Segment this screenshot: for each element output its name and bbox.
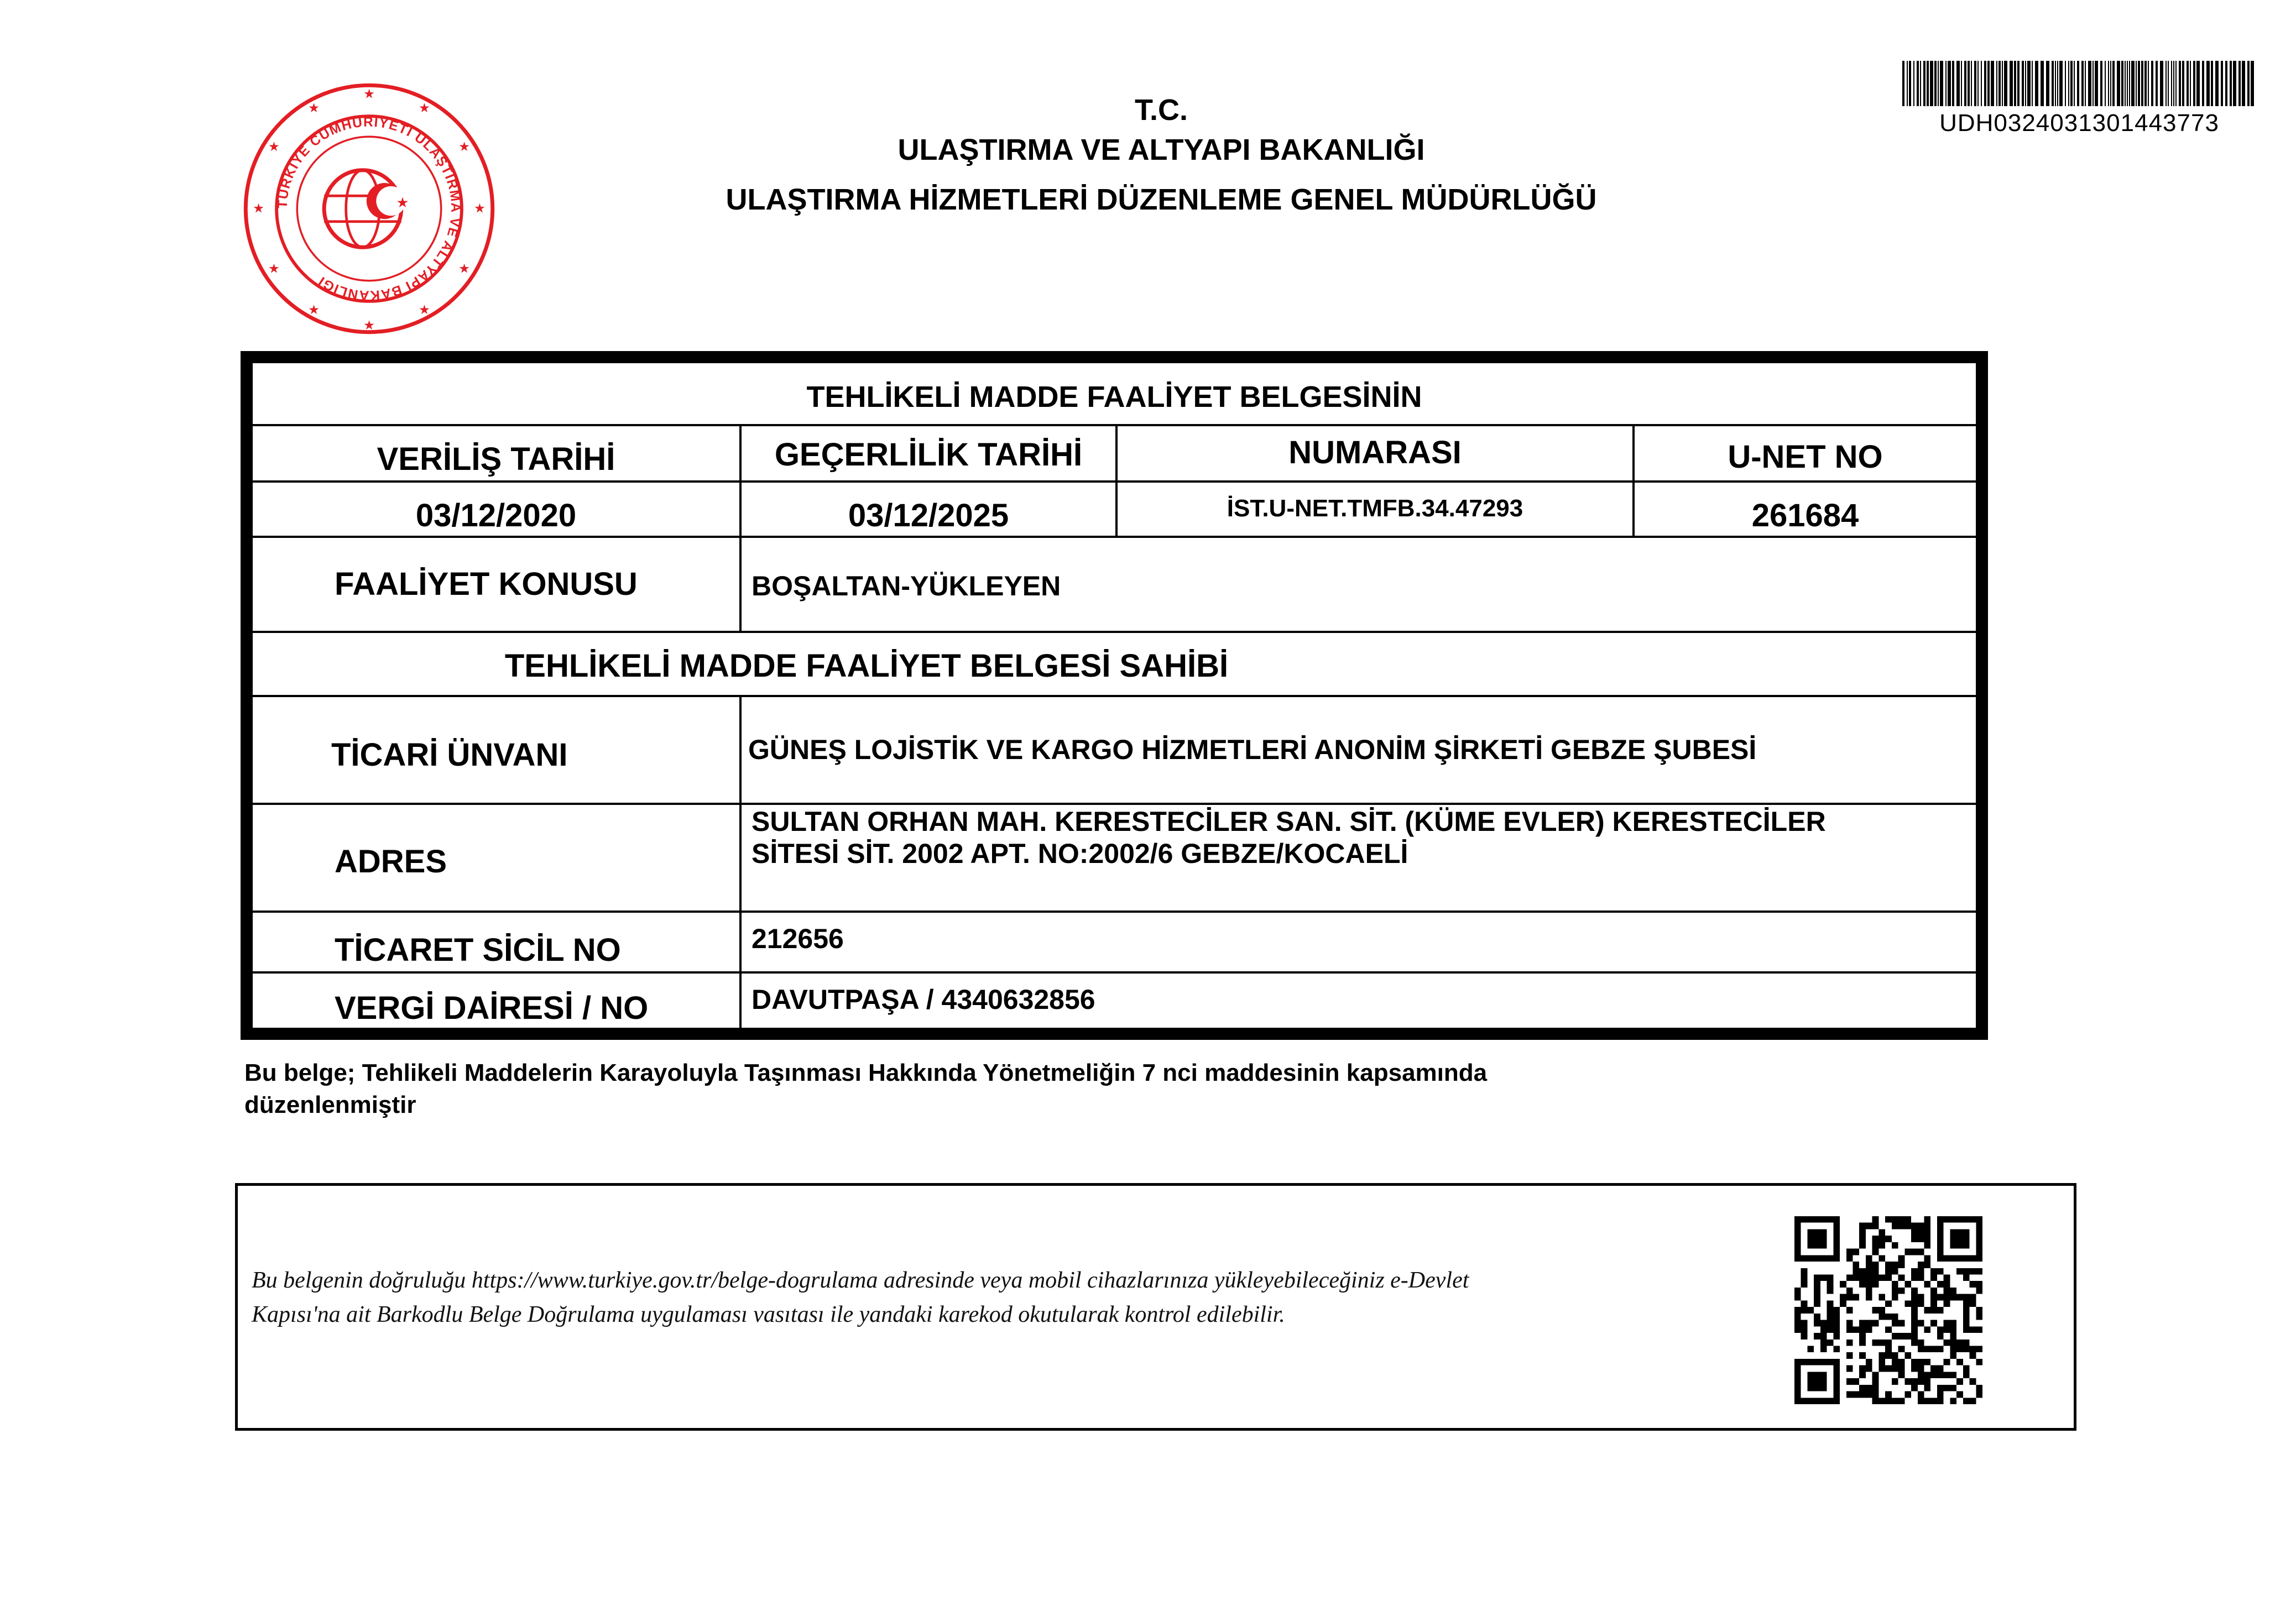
barcode (1902, 61, 2256, 106)
tax-office-value: DAVUTPAŞA / 4340632856 (752, 984, 1095, 1015)
address-line-2: SİTESİ SİT. 2002 APT. NO:2002/6 GEBZE/KOCAELİ (752, 838, 1408, 869)
trade-name-value: GÜNEŞ LOJİSTİK VE KARGO HİZMETLERİ ANONİM ŞİRKETİ GEBZE ŞUBESİ (748, 734, 1757, 765)
header-tc: T.C. (1134, 93, 1188, 127)
svg-text:★: ★ (308, 101, 320, 116)
address-line-1: SULTAN ORHAN MAH. KERESTECİLER SAN. SİT. (KÜME EVLER) KERESTECİLER (752, 806, 1826, 837)
svg-text:★: ★ (396, 195, 409, 211)
barcode-number: UDH0324031301443773 (1939, 109, 2219, 137)
legal-footnote-line-1: Bu belge; Tehlikeli Maddelerin Karayoluyla Taşınması Hakkında Yönetmeliğin 7 nci maddesinin kapsamında (244, 1059, 1488, 1086)
legal-footnote (244, 1057, 2014, 1121)
svg-text:★: ★ (308, 302, 320, 317)
col-issue-date: VERİLİŞ TARİHİ (377, 441, 615, 477)
svg-text:★: ★ (268, 139, 280, 154)
col-unet-no: U-NET NO (1728, 439, 1883, 475)
verification-line-1: Bu belgenin doğruluğu https://www.turkiye.gov.tr/belge-dogrulama adresinde veya mobil cihazlarınıza yükleyebileceğiniz e-Devlet (252, 1268, 1469, 1293)
globe-crescent-icon (324, 170, 409, 248)
svg-text:★: ★ (458, 139, 470, 154)
svg-text:★: ★ (253, 201, 264, 216)
certificate-table (241, 351, 1988, 1040)
verification-line-2: Kapısı'na ait Barkodlu Belge Doğrulama uygulaması vasıtası ile yandaki karekod okutularak kontrol edilebilir. (252, 1302, 1285, 1327)
svg-text:★: ★ (474, 201, 486, 216)
svg-text:★: ★ (419, 302, 430, 317)
certificate-number-value: İST.U-NET.TMFB.34.47293 (1227, 495, 1523, 522)
registry-no-label: TİCARET SİCİL NO (335, 932, 621, 968)
col-valid-until: GEÇERLİLİK TARİHİ (774, 437, 1083, 473)
svg-text:★: ★ (363, 318, 375, 333)
col-number: NUMARASI (1288, 435, 1462, 470)
registry-no-value: 212656 (752, 923, 844, 954)
qr-code (1794, 1216, 1982, 1404)
certificate-title: TEHLİKELİ MADDE FAALİYET BELGESİNİN (806, 380, 1422, 414)
issue-date-value: 03/12/2020 (415, 498, 577, 533)
svg-text:★: ★ (363, 86, 375, 101)
header-ministry: ULAŞTIRMA VE ALTYAPI BAKANLIĞI (897, 133, 1425, 166)
ministry-seal (241, 80, 498, 337)
header-directorate: ULAŞTIRMA HİZMETLERİ DÜZENLEME GENEL MÜDÜRLÜĞÜ (726, 183, 1597, 216)
svg-text:★: ★ (458, 261, 470, 276)
activity-label: FAALİYET KONUSU (335, 566, 638, 602)
valid-until-value: 03/12/2025 (848, 498, 1009, 533)
legal-footnote-line-2: düzenlenmiştir (244, 1091, 416, 1118)
seal-ring-text: TÜRKİYE CUMHURİYETİ ULAŞTIRMA VE ALTYAPI BAKANLIĞI (275, 114, 463, 303)
svg-text:★: ★ (419, 101, 430, 116)
unet-no-value: 261684 (1751, 498, 1859, 533)
tax-office-label: VERGİ DAİRESİ / NO (335, 990, 649, 1026)
address-label: ADRES (335, 844, 447, 880)
svg-text:★: ★ (268, 261, 280, 276)
activity-value: BOŞALTAN-YÜKLEYEN (752, 571, 1061, 601)
owner-section-title: TEHLİKELİ MADDE FAALİYET BELGESİ SAHİBİ (504, 648, 1229, 684)
verification-text (252, 1263, 1745, 1332)
trade-name-label: TİCARİ ÜNVANI (331, 737, 568, 773)
